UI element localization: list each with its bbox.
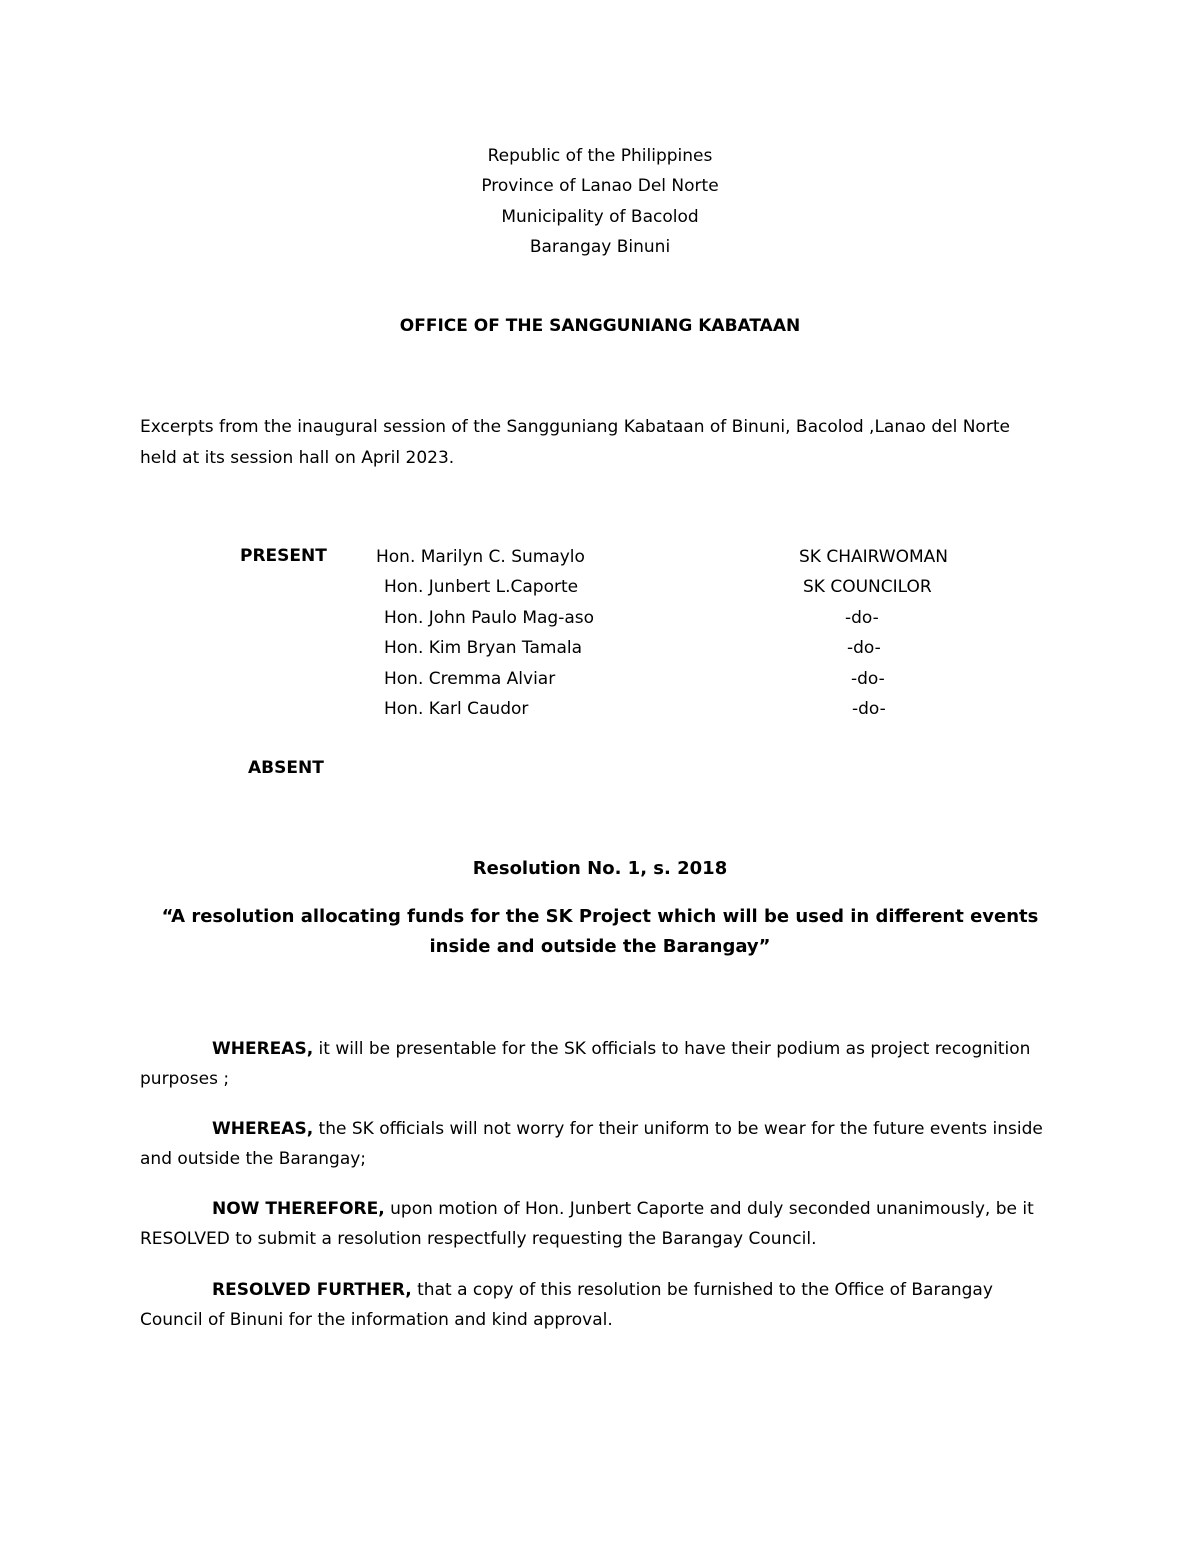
- member-name: Hon. Karl Caudor: [384, 699, 529, 719]
- resolution-number: Resolution No. 1, s. 2018: [472, 858, 728, 879]
- clause-lead: NOW THEREFORE,: [212, 1199, 385, 1219]
- member-position: SK CHAIRWOMAN: [799, 547, 948, 567]
- clause-lead: RESOLVED FURTHER,: [212, 1280, 412, 1300]
- clause-lead: WHEREAS,: [212, 1039, 314, 1059]
- member-name: Hon. Marilyn C. Sumaylo: [376, 547, 585, 567]
- member-name: Hon. Junbert L.Caporte: [384, 577, 579, 597]
- member-name: Hon. Cremma Alviar: [384, 669, 556, 689]
- header-municipality: Municipality of Bacolod: [501, 207, 699, 227]
- member-position: SK COUNCILOR: [803, 577, 932, 597]
- member-position: -do-: [851, 669, 885, 689]
- clause-text: that a copy of this resolution be furnished to the Office of Barangay Council of Binuni for the information and kind approval.: [140, 1280, 993, 1330]
- header-republic: Republic of the Philippines: [487, 146, 713, 166]
- member-name: Hon. John Paulo Mag-aso: [384, 608, 595, 628]
- office-title: OFFICE OF THE SANGGUNIANG KABATAAN: [399, 316, 801, 336]
- member-position: -do-: [852, 699, 886, 719]
- member-name: Hon. Kim Bryan Tamala: [384, 638, 583, 658]
- clause-now-therefore: [140, 1194, 1055, 1254]
- excerpt-line-2: held at its session hall on April 2023.: [140, 448, 455, 468]
- member-position: -do-: [845, 608, 879, 628]
- clause-resolved-further: [140, 1275, 1055, 1335]
- clause-whereas-1: [140, 1034, 1055, 1094]
- member-position: -do-: [847, 638, 881, 658]
- excerpt-line-1: Excerpts from the inaugural session of the Sangguniang Kabataan of Binuni, Bacolod ,Lanao del Norte: [140, 417, 1010, 437]
- header-province: Province of Lanao Del Norte: [481, 176, 719, 196]
- clause-whereas-2: [140, 1114, 1055, 1174]
- absent-label: ABSENT: [248, 758, 324, 778]
- clause-lead: WHEREAS,: [212, 1119, 314, 1139]
- header-barangay: Barangay Binuni: [529, 237, 671, 257]
- present-label: PRESENT: [240, 546, 327, 566]
- resolution-title: “A resolution allocating funds for the SK Project which will be used in different events inside and outside the Barangay”: [161, 906, 1039, 957]
- clause-text: it will be presentable for the SK officials to have their podium as project recognition purposes ;: [140, 1039, 1031, 1089]
- clause-text: the SK officials will not worry for their uniform to be wear for the future events inside and outside the Barangay;: [140, 1119, 1043, 1169]
- clause-text: upon motion of Hon. Junbert Caporte and duly seconded unanimously, be it RESOLVED to submit a resolution respectfully requesting the Barangay Council.: [140, 1199, 1034, 1249]
